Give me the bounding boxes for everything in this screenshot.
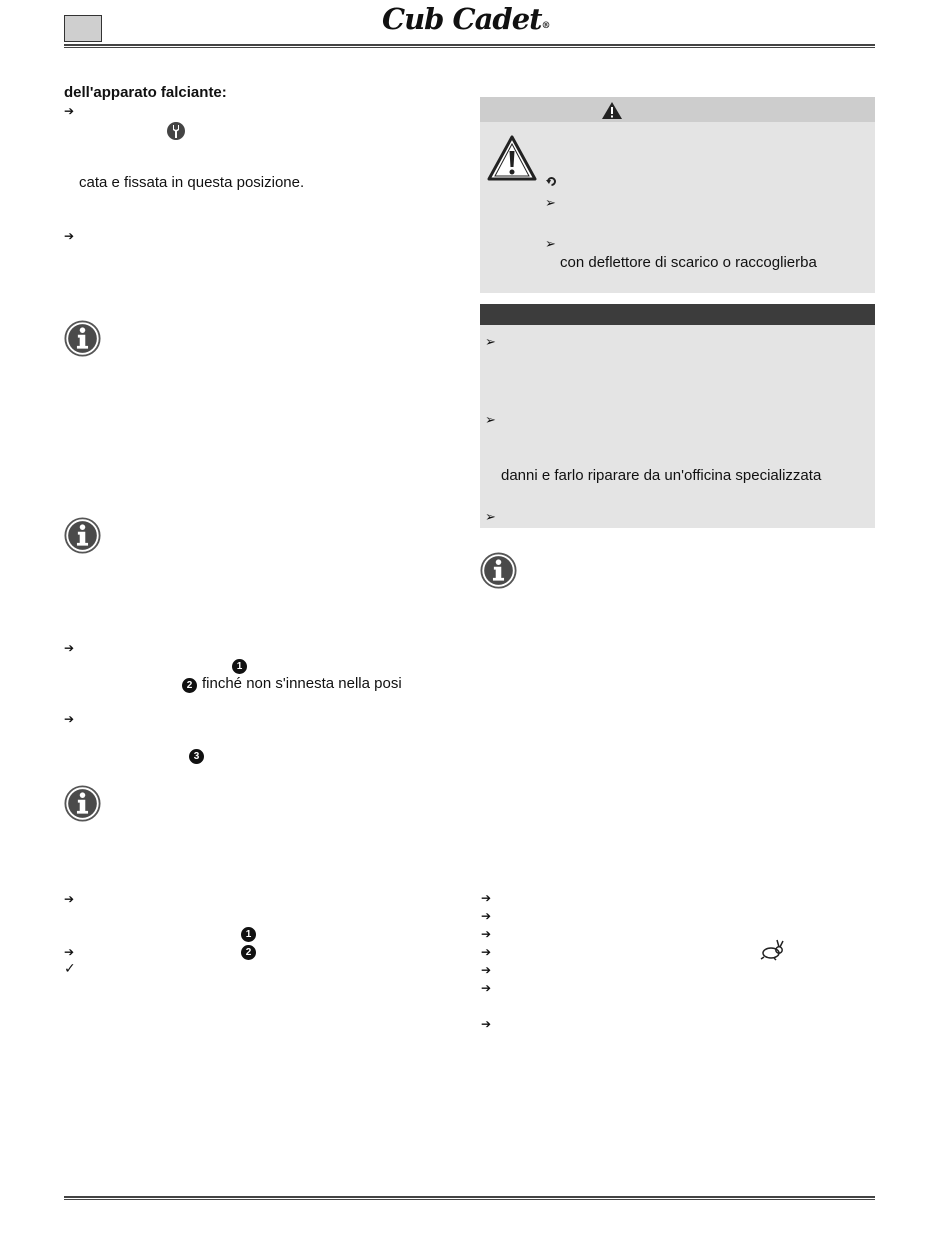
arrow-right-icon: ➔ <box>64 945 75 959</box>
footer-rule-thin <box>64 1199 875 1200</box>
info-icon <box>480 552 517 589</box>
header-rule <box>64 44 875 46</box>
callout-badge: 1 <box>232 659 247 674</box>
arrow-right-icon: ➔ <box>481 1017 492 1031</box>
hand-pointer-icon <box>545 175 558 188</box>
arrow-right-icon: ➔ <box>64 229 75 243</box>
triangle-bullet-icon: ➢ <box>485 412 496 427</box>
warning-triangle-icon <box>601 101 623 120</box>
section-heading: dell'apparato falciante: <box>64 84 227 101</box>
caution-header <box>480 304 875 325</box>
info-icon <box>64 517 101 554</box>
brand-logo: Cub Cadet® <box>382 2 551 36</box>
warning-triangle-icon <box>486 134 538 182</box>
arrow-right-icon: ➔ <box>64 892 75 906</box>
triangle-bullet-icon: ➢ <box>485 334 496 349</box>
footer-rule <box>64 1196 875 1198</box>
wrench-icon <box>166 121 186 141</box>
info-icon <box>64 785 101 822</box>
header-rule-thin <box>64 47 875 48</box>
caution-panel <box>480 304 875 528</box>
arrow-right-icon: ➔ <box>64 641 75 655</box>
arrow-right-icon: ➔ <box>64 712 75 726</box>
caution-text: danni e farlo riparare da un'officina specializzata <box>501 467 822 484</box>
info-icon <box>64 320 101 357</box>
arrow-right-icon: ➔ <box>481 891 492 905</box>
arrow-right-icon: ➔ <box>481 963 492 977</box>
callout-badge: 1 <box>241 927 256 942</box>
callout-badge: 2 <box>241 945 256 960</box>
page-number-box <box>64 15 102 42</box>
warning-header <box>480 97 875 122</box>
rabbit-icon <box>760 939 786 961</box>
arrow-right-icon: ➔ <box>481 909 492 923</box>
instruction-text: finché non s'innesta nella posi <box>202 675 402 692</box>
arrow-right-icon: ➔ <box>481 945 492 959</box>
callout-badge: 3 <box>189 749 204 764</box>
callout-badge: 2 <box>182 678 197 693</box>
arrow-right-icon: ➔ <box>481 981 492 995</box>
triangle-bullet-icon: ➢ <box>485 509 496 524</box>
instruction-text: cata e fissata in questa posizione. <box>79 174 305 191</box>
triangle-bullet-icon: ➢ <box>545 195 556 210</box>
arrow-right-icon: ➔ <box>64 104 75 118</box>
check-icon: ✓ <box>64 960 76 976</box>
triangle-bullet-icon: ➢ <box>545 236 556 251</box>
warning-text: con deflettore di scarico o raccoglierba <box>560 254 817 271</box>
arrow-right-icon: ➔ <box>481 927 492 941</box>
